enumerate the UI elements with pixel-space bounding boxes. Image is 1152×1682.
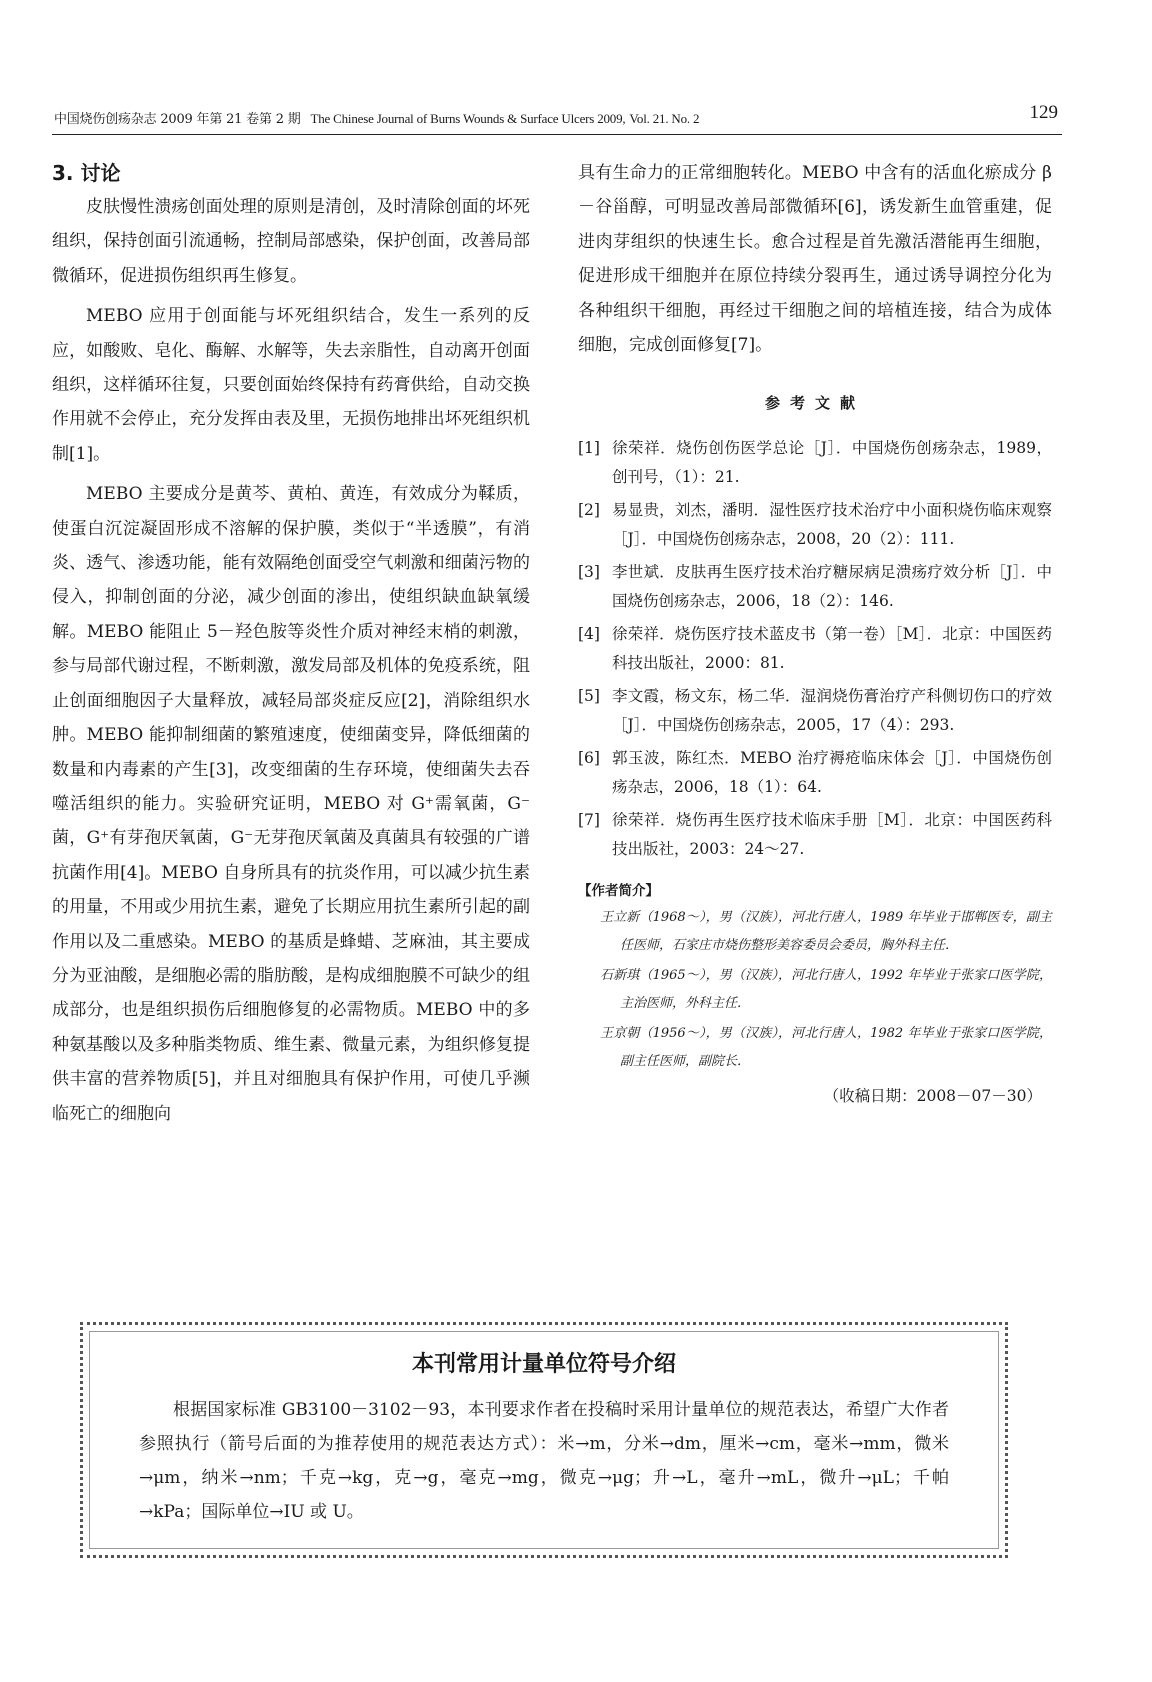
reference-number: [5] bbox=[578, 687, 600, 706]
journal-name-cn: 中国烧伤创疡杂志 2009 年第 21 卷第 2 期 bbox=[54, 112, 301, 127]
author-bio: 王京朝（1956～），男（汉族），河北行唐人，1982 年毕业于张家口医学院，副主任医师，副院长． bbox=[600, 1026, 1052, 1070]
reference-list bbox=[578, 434, 1052, 864]
reference-text: 徐荣祥．烧伤再生医疗技术临床手册［M］．北京：中国医药科技出版社，2003：24～27. bbox=[612, 811, 1052, 859]
reference-text: 郭玉波，陈红杰．MEBO 治疗褥疮临床体会［J］．中国烧伤创疡杂志，2006，18（1）：64. bbox=[612, 749, 1052, 797]
journal-volume: Vol. 21. No. 2 bbox=[629, 111, 700, 126]
reference-item bbox=[578, 620, 1052, 678]
reference-item bbox=[578, 744, 1052, 802]
journal-name-en: The Chinese Journal of Burns Wounds & Surface Ulcers 2009, bbox=[310, 111, 626, 126]
journal-citation bbox=[54, 108, 699, 127]
units-notice-box bbox=[80, 1322, 1008, 1558]
author-bio: 石新琪（1965～），男（汉族），河北行唐人，1992 年毕业于张家口医学院，主治医师，外科主任． bbox=[600, 968, 1052, 1012]
reference-item bbox=[578, 558, 1052, 616]
reference-number: [4] bbox=[578, 625, 600, 644]
reference-text: 徐荣祥．烧伤创伤医学总论［J］．中国烧伤创疡杂志，1989，创刊号，（1）：21. bbox=[612, 439, 1052, 487]
running-header bbox=[52, 100, 1062, 135]
reference-text: 李文霞，杨文东，杨二华．湿润烧伤膏治疗产科侧切伤口的疗效［J］．中国烧伤创疡杂志，2005，17（4）：293. bbox=[612, 687, 1052, 735]
reference-number: [6] bbox=[578, 749, 600, 768]
reference-item bbox=[578, 434, 1052, 492]
notice-title: 本刊常用计量单位符号介绍 bbox=[411, 1352, 676, 1377]
notice-body: 根据国家标准 GB3100－3102－93，本刊要求作者在投稿时采用计量单位的规范表达，希望广大作者参照执行（箭号后面的为推荐使用的规范表达方式）：米→m，分米→dm，厘米→cm，毫米→mm，微米→μm，纳米→nm；千克→kg，克→g，毫克→mg，微克→μg；升→L，毫升→mL，微升→μL；千帕→kPa；国际单位→IU 或 U。 bbox=[139, 1400, 949, 1522]
discussion-paragraph-continued: 具有生命力的正常细胞转化。MEBO 中含有的活血化瘀成分 β－谷甾醇，可明显改善局部微循环[6]，诱发新生血管重建，促进肉芽组织的快速生长。愈合过程是首先激活潜能再生细胞，促进形成干细胞并在原位持续分裂再生，通过诱导调控分化为各种组织干细胞，再经过干细胞之间的培植连接，结合为成体细胞，完成创面修复[7]。 bbox=[578, 163, 1052, 356]
page-number: 129 bbox=[1029, 102, 1058, 123]
reference-text: 易显贵，刘杰，潘明．湿性医疗技术治疗中小面积烧伤临床观察［J］．中国烧伤创疡杂志，2008，20（2）：111. bbox=[612, 501, 1052, 549]
reference-number: [3] bbox=[578, 563, 600, 582]
author-info-heading: 【作者简介】 bbox=[578, 883, 659, 900]
discussion-heading: 3. 讨论 bbox=[52, 161, 121, 185]
discussion-paragraph-1: 皮肤慢性溃疡创面处理的原则是清创，及时清除创面的坏死组织，保持创面引流通畅，控制局部感染，保护创面，改善局部微循环，促进损伤组织再生修复。 bbox=[52, 197, 530, 286]
author-bio: 王立新（1968～），男（汉族），河北行唐人，1989 年毕业于邯郸医专，副主任医师，石家庄市烧伤整形美容委员会委员，胸外科主任． bbox=[600, 910, 1052, 954]
reference-number: [7] bbox=[578, 811, 600, 830]
reference-text: 李世斌．皮肤再生医疗技术治疗糖尿病足溃疡疗效分析［J］．中国烧伤创疡杂志，2006，18（2）：146. bbox=[612, 563, 1052, 611]
reference-item bbox=[578, 682, 1052, 740]
author-list bbox=[578, 904, 1052, 1076]
reference-item bbox=[578, 496, 1052, 554]
left-column bbox=[52, 156, 530, 1131]
reference-number: [1] bbox=[578, 439, 600, 458]
reference-number: [2] bbox=[578, 501, 600, 520]
reference-text: 徐荣祥．烧伤医疗技术蓝皮书（第一卷）［M］．北京：中国医药科技出版社，2000：81. bbox=[612, 625, 1052, 673]
discussion-paragraph-2: MEBO 应用于创面能与坏死组织结合，发生一系列的反应，如酸败、皂化、酶解、水解等，失去亲脂性，自动离开创面组织，这样循环往复，只要创面始终保持有药膏供给，自动交换作用就不会停止，充分发挥由表及里，无损伤地排出坏死组织机制[1]。 bbox=[52, 306, 530, 464]
references-heading: 参考文献 bbox=[764, 394, 865, 413]
discussion-paragraph-3: MEBO 主要成分是黄芩、黄柏、黄连，有效成分为鞣质，使蛋白沉淀凝固形成不溶解的保护膜，类似于“半透膜”，有消炎、透气、渗透功能，能有效隔绝创面受空气刺激和细菌污物的侵入，抑制创面的分泌，减少创面的渗出，使组织缺血缺氧缓解。MEBO 能阻止 5－羟色胺等炎性介质对神经末梢的刺激，参与局部代谢过程，不断刺激，激发局部及机体的免疫系统，阻止创面细胞因子大量释放，减轻局部炎症反应[2]，消除组织水肿。MEBO 能抑制细菌的繁殖速度，使细菌变异，降低细菌的数量和内毒素的产生[3]，改变细菌的生存环境，使细菌失去吞噬活组织的能力。实验研究证明，MEBO 对 G⁺需氧菌，G⁻菌，G⁺有芽孢厌氧菌，G⁻无芽孢厌氧菌及真菌具有较强的广谱抗菌作用[4]。MEBO 自身所具有的抗炎作用，可以减少抗生素的用量，不用或少用抗生素，避免了长期应用抗生素所引起的副作用以及二重感染。MEBO 的基质是蜂蜡、芝麻油，其主要成分为亚油酸，是细胞必需的脂肪酸，是构成细胞膜不可缺少的组成部分，也是组织损伤后细胞修复的必需物质。MEBO 中的多种氨基酸以及多种脂类物质、维生素、微量元素，为组织修复提供丰富的营养物质[5]，并且对细胞具有保护作用，可使几乎濒临死亡的细胞向 bbox=[52, 484, 530, 1124]
reference-item bbox=[578, 806, 1052, 864]
right-column bbox=[578, 156, 1052, 1110]
received-date: （收稿日期：2008－07－30） bbox=[823, 1087, 1042, 1106]
